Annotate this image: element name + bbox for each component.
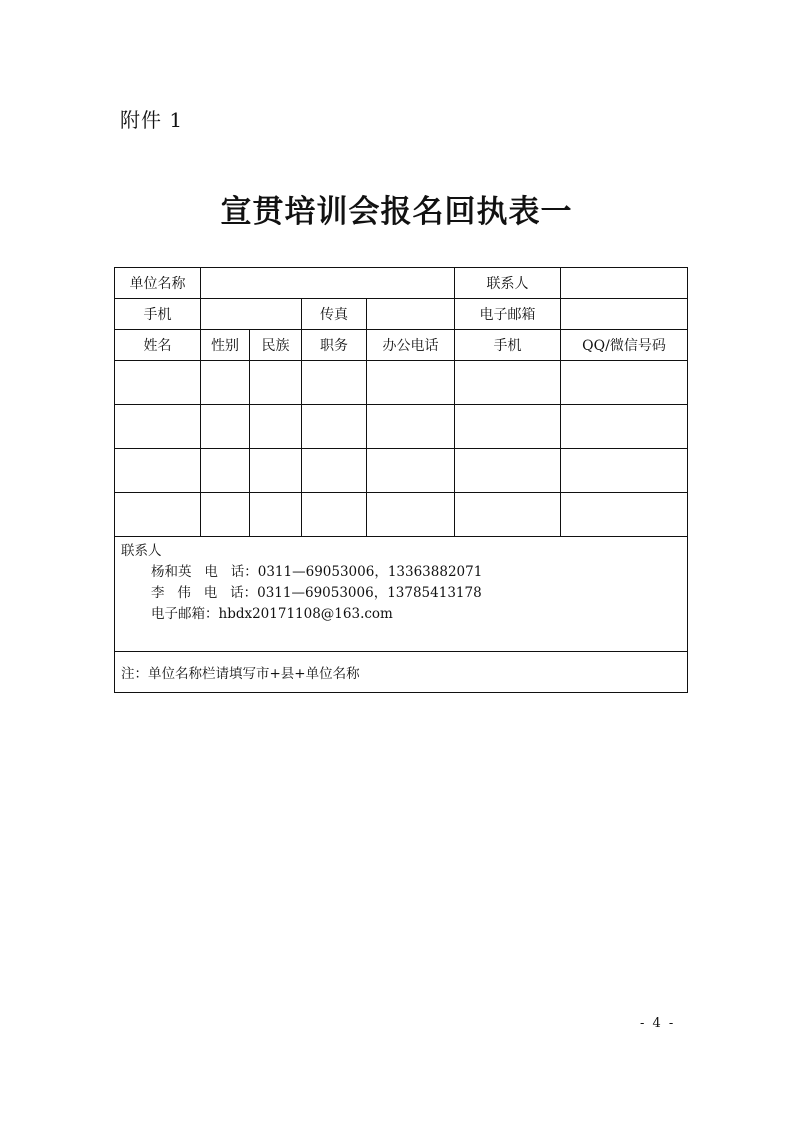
cell-gender[interactable]: [201, 493, 250, 537]
document-title: 宣贯培训会报名回执表一: [220, 194, 573, 230]
cell-ethnicity[interactable]: [250, 449, 302, 493]
cell-gender[interactable]: [201, 405, 250, 449]
cell-office-phone[interactable]: [367, 405, 455, 449]
header-mobile: 手机: [455, 330, 561, 361]
contact-info-row: [115, 537, 688, 652]
header-qq-wechat: QQ/微信号码: [561, 330, 688, 361]
registration-form-table: [114, 267, 688, 693]
contact-info-cell: [115, 537, 688, 652]
table-row: [115, 449, 688, 493]
table-row: [115, 361, 688, 405]
cell-name[interactable]: [115, 449, 201, 493]
cell-qq-wechat[interactable]: [561, 361, 688, 405]
cell-position[interactable]: [302, 361, 367, 405]
cell-position[interactable]: [302, 493, 367, 537]
column-header-row: [115, 330, 688, 361]
contact-email-line: 电子邮箱：hbdx20171108@163.com: [151, 606, 393, 622]
cell-office-phone[interactable]: [367, 493, 455, 537]
cell-position[interactable]: [302, 449, 367, 493]
header-gender: 性别: [201, 330, 250, 361]
header-office-phone: 办公电话: [367, 330, 455, 361]
cell-qq-wechat[interactable]: [561, 405, 688, 449]
unit-name-label: 单位名称: [115, 268, 201, 299]
email-label: 电子邮箱: [455, 299, 561, 330]
cell-mobile[interactable]: [455, 361, 561, 405]
cell-name[interactable]: [115, 361, 201, 405]
page-number: - 4 -: [640, 1016, 676, 1031]
cell-name[interactable]: [115, 405, 201, 449]
note-row: [115, 652, 688, 693]
cell-ethnicity[interactable]: [250, 361, 302, 405]
header-ethnicity: 民族: [250, 330, 302, 361]
contact-label: 联系人: [455, 268, 561, 299]
unit-name-field[interactable]: [201, 268, 455, 299]
unit-row: [115, 268, 688, 299]
attachment-label: 附件 1: [120, 108, 184, 132]
fax-field[interactable]: [367, 299, 455, 330]
cell-name[interactable]: [115, 493, 201, 537]
header-name: 姓名: [115, 330, 201, 361]
fax-label: 传真: [302, 299, 367, 330]
cell-gender[interactable]: [201, 449, 250, 493]
cell-mobile[interactable]: [455, 449, 561, 493]
cell-ethnicity[interactable]: [250, 405, 302, 449]
contact-field[interactable]: [561, 268, 688, 299]
mobile-label: 手机: [115, 299, 201, 330]
table-row: [115, 405, 688, 449]
cell-position[interactable]: [302, 405, 367, 449]
note-text: 注：单位名称栏请填写市+县+单位名称: [115, 652, 688, 693]
cell-office-phone[interactable]: [367, 449, 455, 493]
contact-line-1: 杨和英 电 话：0311—69053006，13363882071: [151, 564, 483, 580]
mobile-field[interactable]: [201, 299, 302, 330]
cell-mobile[interactable]: [455, 405, 561, 449]
table-row: [115, 493, 688, 537]
phone-row: [115, 299, 688, 330]
cell-qq-wechat[interactable]: [561, 493, 688, 537]
cell-gender[interactable]: [201, 361, 250, 405]
email-field[interactable]: [561, 299, 688, 330]
cell-office-phone[interactable]: [367, 361, 455, 405]
cell-qq-wechat[interactable]: [561, 449, 688, 493]
contact-line-2: 李 伟 电 话：0311—69053006，13785413178: [151, 585, 482, 601]
cell-ethnicity[interactable]: [250, 493, 302, 537]
cell-mobile[interactable]: [455, 493, 561, 537]
header-position: 职务: [302, 330, 367, 361]
contact-heading: 联系人: [121, 543, 162, 559]
